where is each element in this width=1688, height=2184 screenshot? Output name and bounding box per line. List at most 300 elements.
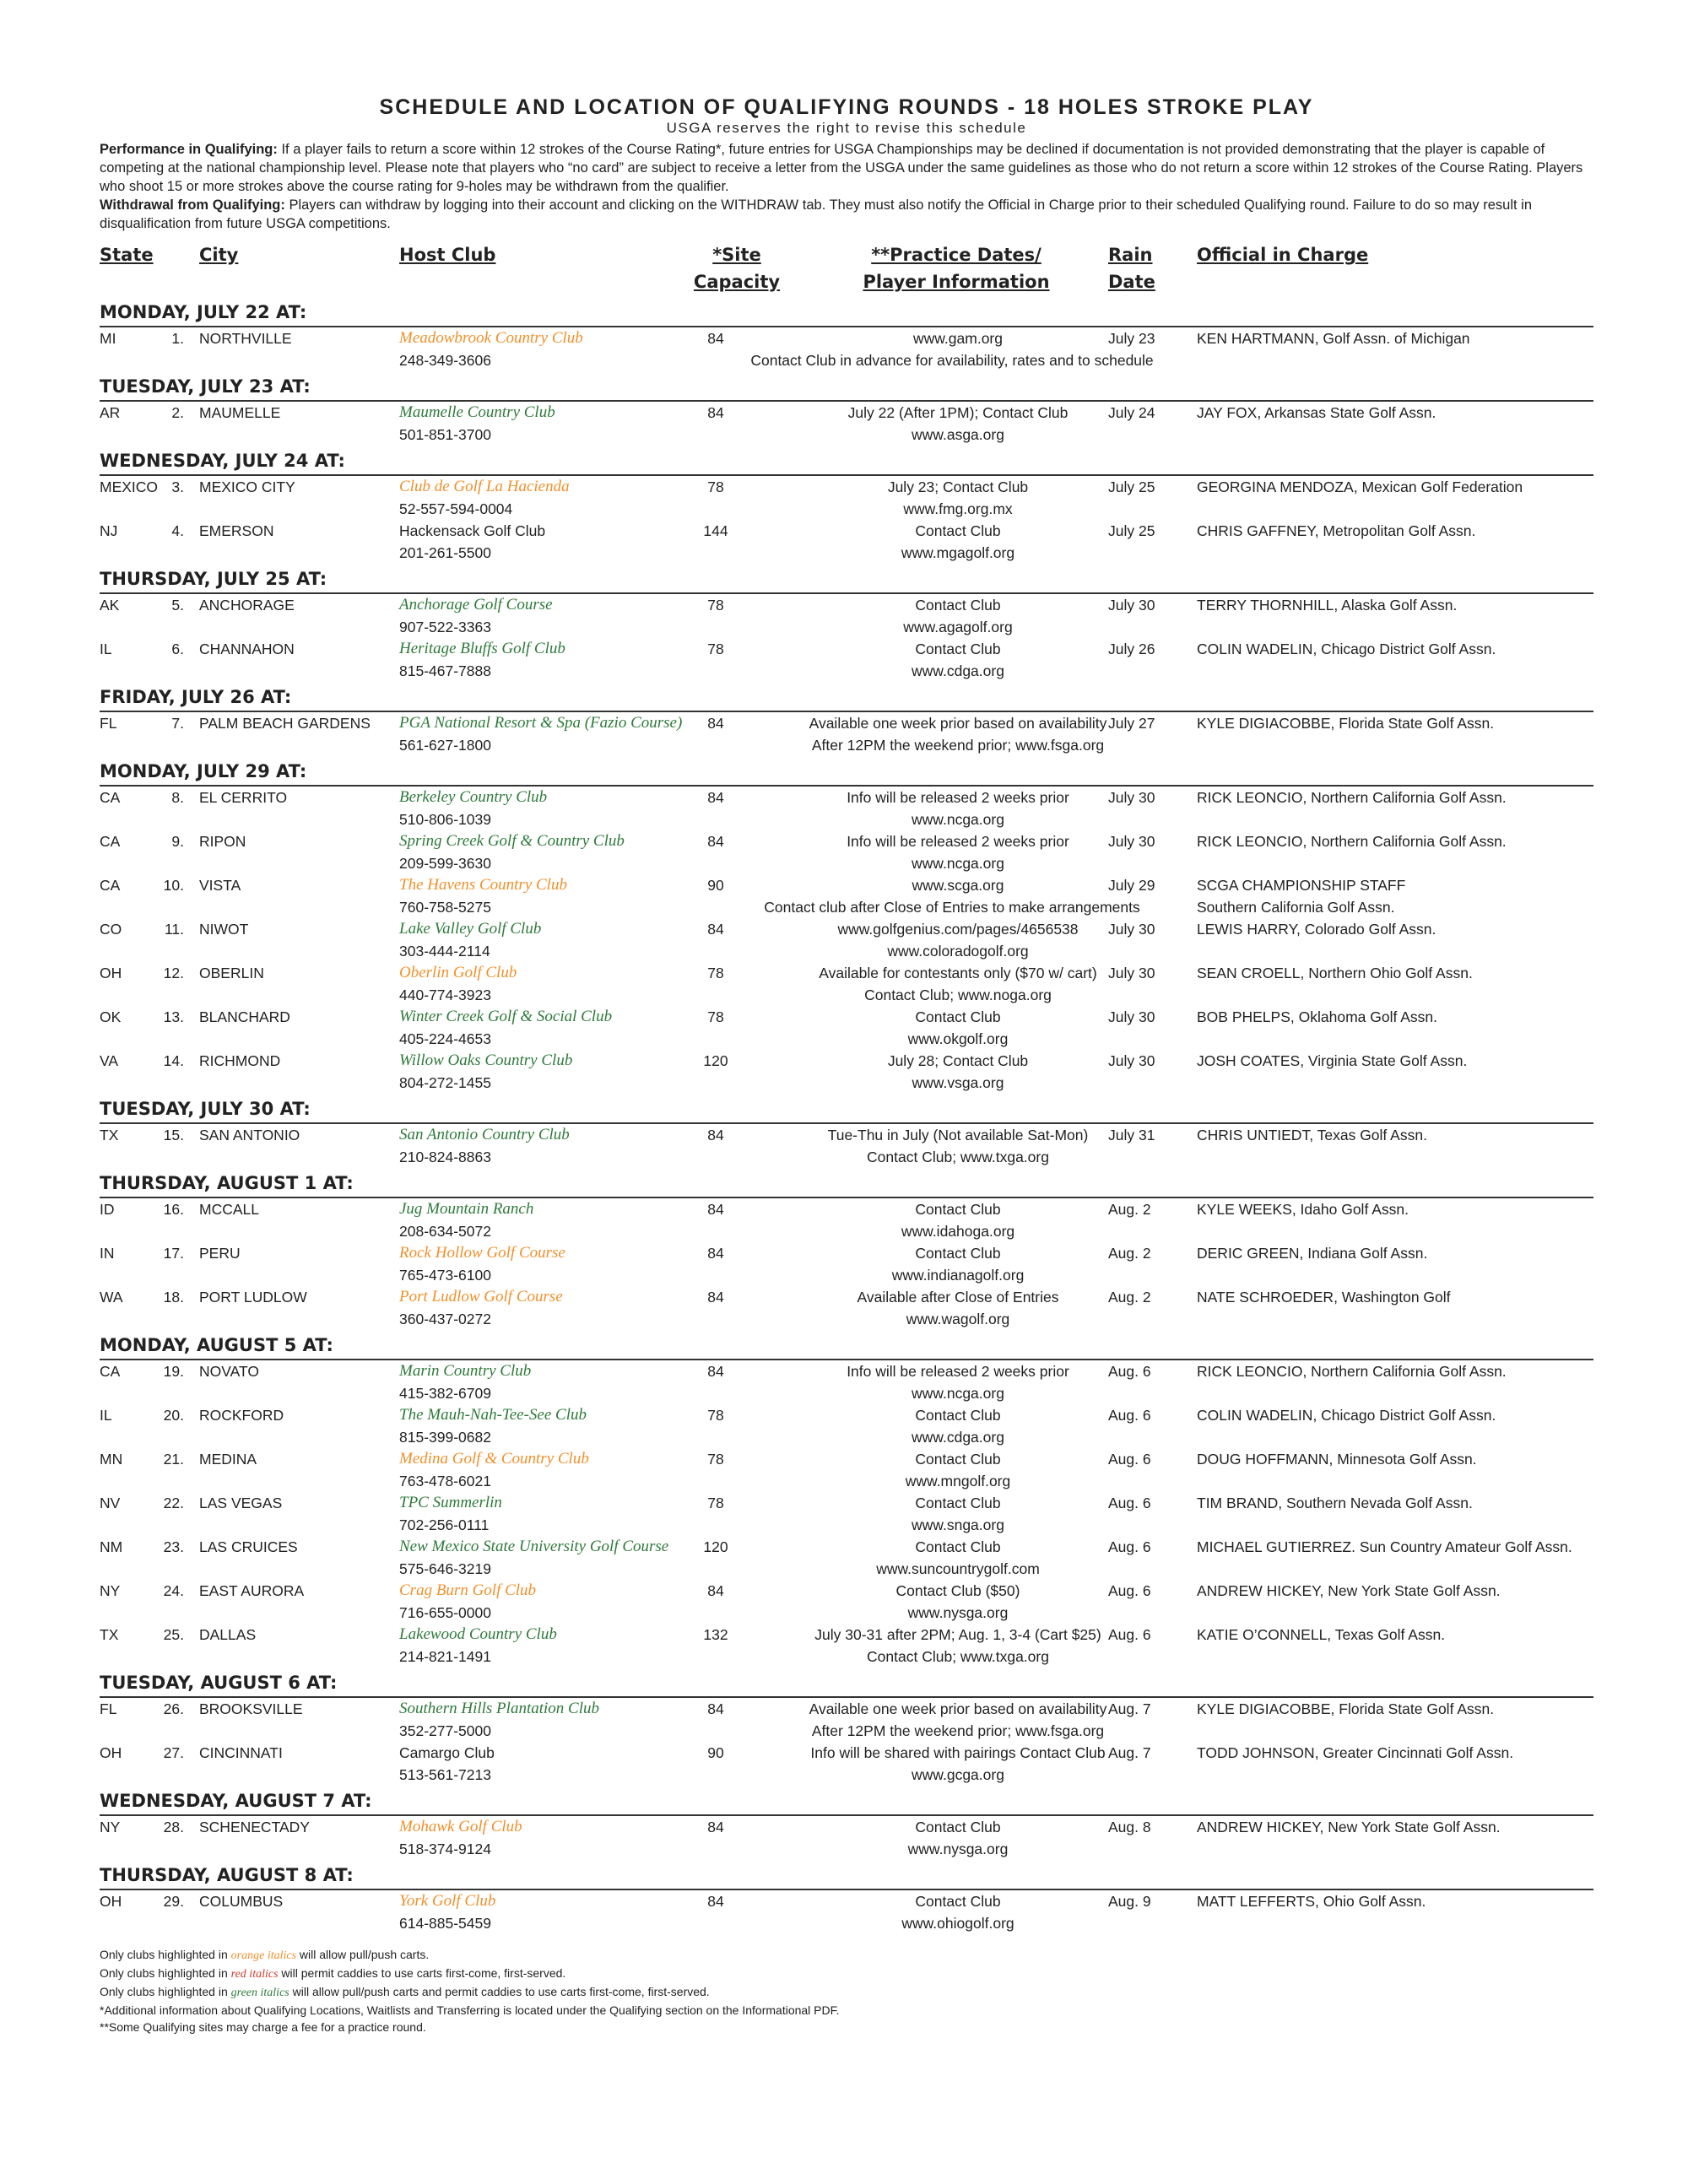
state-cell: CO: [100, 921, 122, 938]
table-row: [100, 1198, 1593, 1242]
city-cell: BROOKSVILLE: [199, 1700, 303, 1717]
official-organization: , Northern California Golf Assn.: [1302, 833, 1507, 850]
state-cell: FL: [100, 715, 117, 732]
host-club-name: Winter Creek Golf & Social Club: [399, 1008, 613, 1025]
practice-info-2: www.nysga.org: [907, 1604, 1009, 1621]
club-phone: 763-478-6021: [399, 1473, 491, 1489]
practice-info: Available one week prior based on availability: [809, 715, 1107, 732]
table-row: [100, 1124, 1593, 1168]
host-club-name: Mohawk Golf Club: [399, 1818, 522, 1835]
club-phone: 52-557-594-0004: [399, 500, 513, 517]
host-club-name: York Golf Club: [399, 1892, 496, 1910]
city-cell: PALM BEACH GARDENS: [199, 715, 371, 732]
official-line-2: Southern California Golf Assn.: [1197, 899, 1395, 916]
official-name: COLIN WADELIN: [1197, 1407, 1313, 1424]
practice-info: www.gam.org: [912, 330, 1003, 347]
official-in-charge: [1197, 1198, 1409, 1220]
header-rain-date: Date: [1108, 272, 1155, 292]
rain-date: July 23: [1108, 330, 1155, 347]
practice-info-2: www.asga.org: [912, 426, 1004, 443]
official-in-charge: [1197, 1448, 1477, 1470]
rain-date: July 30: [1108, 789, 1155, 806]
performance-label: Performance in Qualifying:: [100, 142, 278, 157]
city-cell: DALLAS: [199, 1626, 257, 1643]
state-cell: VA: [100, 1052, 119, 1069]
site-number: 1.: [171, 330, 184, 347]
official-organization: , Florida State Golf Assn.: [1330, 1700, 1495, 1717]
practice-info-2: Contact Club; www.txga.org: [867, 1149, 1049, 1165]
rain-date: July 30: [1108, 833, 1155, 850]
club-phone: 760-758-5275: [399, 899, 491, 916]
club-phone: 815-467-7888: [399, 662, 491, 679]
state-cell: WA: [100, 1289, 123, 1306]
official-organization: , Northern California Golf Assn.: [1302, 789, 1507, 806]
rain-date: Aug. 6: [1108, 1582, 1151, 1599]
state-cell: CA: [100, 877, 121, 894]
practice-info-2: www.gcga.org: [912, 1766, 1004, 1783]
official-organization: , Idaho Golf Assn.: [1291, 1201, 1409, 1218]
club-phone: 510-806-1039: [399, 811, 491, 828]
practice-info-2: www.ohiogolf.org: [901, 1915, 1014, 1932]
club-phone: 210-824-8863: [399, 1149, 491, 1165]
table-row: [100, 1360, 1593, 1404]
host-club-name: Lake Valley Golf Club: [399, 920, 542, 938]
city-cell: PORT LUDLOW: [199, 1289, 307, 1306]
practice-info: Contact Club: [915, 1451, 1001, 1468]
site-number: 3.: [171, 478, 184, 495]
practice-info: Info will be released 2 weeks prior: [847, 1363, 1069, 1380]
city-cell: EMERSON: [199, 522, 274, 539]
city-cell: RICHMOND: [199, 1052, 281, 1069]
site-number: 19.: [163, 1363, 184, 1380]
club-phone: 907-522-3363: [399, 619, 491, 635]
site-number: 9.: [171, 833, 184, 850]
practice-info-2: www.cdga.org: [912, 662, 1004, 679]
state-cell: AR: [100, 404, 121, 421]
host-club-name: San Antonio Country Club: [399, 1126, 570, 1143]
rain-date: Aug. 6: [1108, 1626, 1151, 1643]
practice-info: Available after Close of Entries: [857, 1289, 1059, 1306]
club-phone: 352-277-5000: [399, 1722, 491, 1739]
host-club-name: Willow Oaks Country Club: [399, 1051, 573, 1069]
site-number: 22.: [163, 1495, 184, 1511]
state-cell: OK: [100, 1008, 122, 1025]
practice-info: Contact Club: [915, 1538, 1001, 1555]
official-in-charge: [1197, 1360, 1507, 1382]
practice-info: July 28; Contact Club: [887, 1052, 1029, 1069]
table-row: [100, 918, 1593, 962]
rain-date: Aug. 7: [1108, 1700, 1151, 1717]
practice-info-2: www.fmg.org.mx: [903, 500, 1013, 517]
table-row: [100, 1816, 1593, 1860]
club-phone: 815-399-0682: [399, 1429, 491, 1446]
official-in-charge: [1197, 1242, 1427, 1264]
orange-italics-label: orange italics: [230, 1949, 297, 1962]
official-organization: , Chicago District Golf Assn.: [1312, 641, 1496, 657]
city-cell: NOVATO: [199, 1363, 259, 1380]
table-row: [100, 327, 1593, 371]
city-cell: MEDINA: [199, 1451, 257, 1468]
city-cell: LAS CRUICES: [199, 1538, 298, 1555]
table-row: [100, 638, 1593, 682]
footer-note-orange: Only clubs highlighted in orange italics will allow pull/push carts.: [100, 1948, 430, 1962]
city-cell: PERU: [199, 1245, 241, 1262]
site-capacity: 84: [707, 1893, 724, 1910]
site-capacity: 84: [707, 833, 724, 850]
host-club-name: TPC Summerlin: [399, 1494, 502, 1511]
practice-info-2: www.okgolf.org: [907, 1030, 1009, 1047]
city-cell: COLUMBUS: [199, 1893, 284, 1910]
practice-info-2: www.wagolf.org: [906, 1311, 1010, 1327]
official-organization: , New York State Golf Assn.: [1319, 1819, 1501, 1835]
table-row: [100, 1492, 1593, 1536]
site-capacity: 120: [703, 1052, 728, 1069]
club-phone: 765-473-6100: [399, 1267, 491, 1284]
club-phone: 501-851-3700: [399, 426, 491, 443]
state-cell: OH: [100, 965, 122, 981]
city-cell: VISTA: [199, 877, 241, 894]
host-club-name: Southern Hills Plantation Club: [399, 1700, 599, 1717]
official-organization: , Arkansas State Golf Assn.: [1257, 404, 1436, 421]
practice-info: July 23; Contact Club: [887, 478, 1029, 495]
withdrawal-notice: [100, 196, 1593, 233]
official-in-charge: [1197, 1698, 1494, 1720]
site-capacity: 84: [707, 715, 724, 732]
official-in-charge: [1197, 520, 1475, 542]
practice-info-2: www.mngolf.org: [905, 1473, 1011, 1489]
red-italics-label: red italics: [230, 1968, 279, 1981]
site-capacity: 78: [707, 1008, 724, 1025]
rain-date: July 24: [1108, 404, 1155, 421]
table-row: [100, 1890, 1593, 1934]
club-phone: 561-627-1800: [399, 737, 491, 754]
club-phone: 201-261-5500: [399, 544, 491, 561]
schedule-table: [100, 299, 1593, 1934]
practice-info-2: www.snga.org: [912, 1516, 1004, 1533]
official-name: BOB PHELPS: [1197, 1008, 1290, 1025]
rain-date: Aug. 2: [1108, 1245, 1151, 1262]
green-italics-label: green italics: [230, 1987, 289, 1999]
official-organization: , Southern Nevada Golf Assn.: [1278, 1495, 1473, 1511]
header-rain: Rain: [1108, 245, 1153, 265]
official-organization: , Golf Assn. of Michigan: [1314, 330, 1470, 347]
rain-date: Aug. 2: [1108, 1201, 1151, 1218]
club-phone: 209-599-3630: [399, 855, 491, 872]
practice-info: Contact Club: [915, 1495, 1001, 1511]
official-name: GEORGINA MENDOZA: [1197, 478, 1354, 495]
city-cell: ROCKFORD: [199, 1407, 284, 1424]
site-number: 18.: [163, 1289, 184, 1306]
practice-info: July 22 (After 1PM); Contact Club: [847, 404, 1069, 421]
club-phone: 575-646-3219: [399, 1560, 491, 1577]
day-heading: THURSDAY, AUGUST 1 AT:: [100, 1170, 1593, 1198]
official-organization: , Texas Golf Assn.: [1327, 1626, 1446, 1643]
site-number: 4.: [171, 522, 184, 539]
host-club-name: Lakewood Country Club: [399, 1625, 557, 1643]
city-cell: OBERLIN: [199, 965, 264, 981]
official-name: CHRIS GAFFNEY: [1197, 522, 1315, 539]
official-name: SCGA CHAMPIONSHIP STAFF: [1197, 877, 1406, 894]
host-club-name: Crag Burn Golf Club: [399, 1581, 537, 1599]
practice-info: July 30-31 after 2PM; Aug. 1, 3-4 (Cart $25): [814, 1626, 1101, 1643]
official-organization: , Colorado Golf Assn.: [1296, 921, 1436, 938]
practice-info-2: www.agagolf.org: [903, 619, 1013, 635]
site-number: 12.: [163, 965, 184, 981]
rain-date: July 29: [1108, 877, 1155, 894]
site-capacity: 78: [707, 1451, 724, 1468]
city-cell: MCCALL: [199, 1201, 259, 1218]
official-in-charge: [1197, 1006, 1437, 1028]
site-number: 5.: [171, 597, 184, 614]
host-club-name: Heritage Bluffs Golf Club: [399, 640, 565, 657]
official-name: SEAN CROELL: [1197, 965, 1301, 981]
site-number: 17.: [163, 1245, 184, 1262]
official-name: KEN HARTMANN: [1197, 330, 1315, 347]
practice-info: www.scga.org: [912, 877, 1004, 894]
state-cell: NY: [100, 1582, 121, 1599]
day-heading: TUESDAY, JULY 23 AT:: [100, 373, 1593, 402]
state-cell: IL: [100, 1407, 112, 1424]
site-capacity: 84: [707, 1819, 724, 1835]
official-in-charge: [1197, 962, 1473, 984]
practice-info-2: www.ncga.org: [912, 811, 1004, 828]
club-phone: 214-821-1491: [399, 1648, 491, 1665]
header-official: Official in Charge: [1197, 245, 1369, 265]
official-in-charge: [1197, 402, 1436, 424]
day-heading: TUESDAY, AUGUST 6 AT:: [100, 1669, 1593, 1698]
table-row: [100, 1536, 1593, 1580]
official-name: DERIC GREEN: [1197, 1245, 1300, 1262]
site-capacity: 84: [707, 404, 724, 421]
practice-info-2: Contact Club; www.noga.org: [864, 987, 1052, 1003]
table-header: [100, 241, 1593, 297]
table-row: [100, 712, 1593, 756]
rain-date: Aug. 7: [1108, 1744, 1151, 1761]
site-number: 2.: [171, 404, 184, 421]
rain-date: Aug. 8: [1108, 1819, 1151, 1835]
table-row: [100, 830, 1593, 874]
official-in-charge: [1197, 1124, 1427, 1146]
official-name: TODD JOHNSON: [1197, 1744, 1315, 1761]
club-phone: 804-272-1455: [399, 1074, 491, 1091]
practice-info-2: www.coloradogolf.org: [887, 943, 1029, 960]
rain-date: Aug. 2: [1108, 1289, 1151, 1306]
club-phone: 513-561-7213: [399, 1766, 491, 1783]
rain-date: July 25: [1108, 522, 1155, 539]
table-row: [100, 1580, 1593, 1624]
page-title: SCHEDULE AND LOCATION OF QUALIFYING ROUNDS - 18 HOLES STROKE PLAY: [379, 95, 1314, 119]
rain-date: Aug. 6: [1108, 1407, 1151, 1424]
official-organization: , Oklahoma Golf Assn.: [1290, 1008, 1437, 1025]
official-organization: , Texas Golf Assn.: [1309, 1127, 1427, 1143]
performance-text: If a player fails to return a score within 12 strokes of the Course Rating*, future entries for USGA Championships may be declined if documentation is not provided demonstrating that the player is capable of competing at the national championship level. Please note that players who “no card” are subject to receive a letter from the USGA under the same guidelines as those who do not return a score within 12 strokes of the Course Rating. Players who shoot 15 or more strokes above the course rating for 9-holes may be withdrawn from the qualifier.: [100, 142, 1583, 194]
practice-info: Contact Club: [915, 1201, 1001, 1218]
official-organization: , Ohio Golf Assn.: [1315, 1893, 1426, 1910]
site-number: 27.: [163, 1744, 184, 1761]
practice-info-2: www.idahoga.org: [901, 1223, 1015, 1240]
table-row: [100, 1698, 1593, 1742]
table-row: [100, 520, 1593, 564]
official-in-charge: [1197, 594, 1457, 616]
state-cell: MI: [100, 330, 116, 347]
practice-info-2: Contact club after Close of Entries to make arrangements: [764, 899, 1140, 916]
official-in-charge: [1197, 327, 1470, 349]
official-name: NATE SCHROEDER: [1197, 1289, 1334, 1306]
table-row: [100, 1286, 1593, 1330]
rain-date: July 31: [1108, 1127, 1155, 1143]
site-number: 20.: [163, 1407, 184, 1424]
day-heading: MONDAY, AUGUST 5 AT:: [100, 1332, 1593, 1360]
state-cell: TX: [100, 1626, 119, 1643]
official-name: TIM BRAND: [1197, 1495, 1279, 1511]
footer-note-fee: **Some Qualifying sites may charge a fee for a practice round.: [100, 2020, 426, 2034]
city-cell: SCHENECTADY: [199, 1819, 310, 1835]
site-number: 13.: [163, 1008, 184, 1025]
site-number: 29.: [163, 1893, 184, 1910]
host-club-name: Anchorage Golf Course: [399, 596, 553, 614]
host-club-name: Hackensack Golf Club: [399, 522, 546, 539]
state-cell: TX: [100, 1127, 119, 1143]
practice-info-2: Contact Club in advance for availability, rates and to schedule: [750, 352, 1154, 369]
site-capacity: 144: [703, 522, 728, 539]
site-number: 26.: [163, 1700, 184, 1717]
rain-date: Aug. 6: [1108, 1363, 1151, 1380]
official-name: DOUG HOFFMANN: [1197, 1451, 1329, 1468]
day-heading: TUESDAY, JULY 30 AT:: [100, 1095, 1593, 1124]
host-club-name: New Mexico State University Golf Course: [399, 1538, 669, 1555]
rain-date: Aug. 6: [1108, 1495, 1151, 1511]
practice-info: Contact Club: [915, 1407, 1001, 1424]
host-club-name: Oberlin Golf Club: [399, 964, 517, 981]
practice-info-2: www.indianagolf.org: [891, 1267, 1025, 1284]
rain-date: July 25: [1108, 478, 1155, 495]
table-row: [100, 594, 1593, 638]
site-number: 21.: [163, 1451, 184, 1468]
header-state: State: [100, 245, 154, 265]
practice-info-2: www.cdga.org: [912, 1429, 1004, 1446]
club-phone: 248-349-3606: [399, 352, 491, 369]
host-club-name: Port Ludlow Golf Course: [399, 1288, 563, 1306]
footer-note-additional: *Additional information about Qualifying Locations, Waitlists and Transferring is located under the Qualifying section on the Informational PDF.: [100, 2003, 840, 2017]
club-phone: 405-224-4653: [399, 1030, 491, 1047]
official-name: JAY FOX: [1197, 404, 1258, 421]
rain-date: July 26: [1108, 641, 1155, 657]
official-organization: , Chicago District Golf Assn.: [1312, 1407, 1496, 1424]
host-club-name: Rock Hollow Golf Course: [399, 1244, 565, 1262]
rain-date: July 30: [1108, 1052, 1155, 1069]
official-name: KYLE DIGIACOBBE: [1197, 715, 1331, 732]
host-club-name: Spring Creek Golf & Country Club: [399, 832, 625, 850]
official-organization: , Northern Ohio Golf Assn.: [1300, 965, 1473, 981]
state-cell: ID: [100, 1201, 115, 1218]
official-name: RICK LEONCIO: [1197, 789, 1303, 806]
official-name: CHRIS UNTIEDT: [1197, 1127, 1310, 1143]
site-capacity: 84: [707, 1201, 724, 1218]
official-name: JOSH COATES: [1197, 1052, 1301, 1069]
host-club-name: Medina Golf & Country Club: [399, 1450, 589, 1468]
city-cell: EL CERRITO: [199, 789, 288, 806]
club-phone: 440-774-3923: [399, 987, 491, 1003]
official-in-charge: [1197, 1286, 1451, 1308]
official-in-charge: [1197, 1624, 1445, 1646]
header-city: City: [199, 245, 239, 265]
practice-info: Contact Club: [915, 522, 1001, 539]
site-number: 28.: [163, 1819, 184, 1835]
official-name: ANDREW HICKEY: [1197, 1819, 1320, 1835]
club-phone: 518-374-9124: [399, 1841, 491, 1857]
official-name: LEWIS HARRY: [1197, 921, 1297, 938]
practice-info: Info will be released 2 weeks prior: [847, 789, 1069, 806]
host-club-name: Meadowbrook Country Club: [399, 329, 583, 347]
table-row: [100, 402, 1593, 446]
state-cell: CA: [100, 833, 121, 850]
official-name: MICHAEL GUTIERREZ: [1197, 1538, 1352, 1555]
club-phone: 208-634-5072: [399, 1223, 491, 1240]
table-row: [100, 1624, 1593, 1668]
rain-date: July 30: [1108, 965, 1155, 981]
site-number: 11.: [164, 921, 184, 938]
site-capacity: 120: [703, 1538, 728, 1555]
host-club-name: The Mauh-Nah-Tee-See Club: [399, 1406, 587, 1424]
city-cell: NIWOT: [199, 921, 249, 938]
rain-date: Aug. 6: [1108, 1538, 1151, 1555]
practice-info-2: www.vsga.org: [912, 1074, 1004, 1091]
practice-info: Contact Club: [915, 1819, 1001, 1835]
site-number: 7.: [171, 715, 184, 732]
practice-info: Contact Club: [915, 1893, 1001, 1910]
city-cell: MAUMELLE: [199, 404, 281, 421]
official-organization: , Northern California Golf Assn.: [1302, 1363, 1507, 1380]
table-row: [100, 1050, 1593, 1094]
city-cell: CHANNAHON: [199, 641, 295, 657]
day-heading: FRIDAY, JULY 26 AT:: [100, 684, 1593, 712]
rain-date: July 30: [1108, 1008, 1155, 1025]
official-organization: , Greater Cincinnati Golf Assn.: [1314, 1744, 1514, 1761]
table-row: [100, 1006, 1593, 1050]
practice-info-2: www.suncountrygolf.com: [876, 1560, 1040, 1577]
host-club-name: Club de Golf La Hacienda: [399, 478, 570, 495]
practice-info-2: Contact Club; www.txga.org: [867, 1648, 1049, 1665]
state-cell: AK: [100, 597, 120, 614]
official-in-charge: [1197, 1404, 1496, 1426]
site-number: 10.: [163, 877, 184, 894]
rain-date: July 27: [1108, 715, 1155, 732]
site-capacity: 78: [707, 641, 724, 657]
site-capacity: 90: [707, 1744, 724, 1761]
city-cell: CINCINNATI: [199, 1744, 283, 1761]
city-cell: MEXICO CITY: [199, 478, 295, 495]
official-in-charge: [1197, 1580, 1501, 1602]
site-capacity: 84: [707, 1245, 724, 1262]
official-name: TERRY THORNHILL: [1197, 597, 1334, 614]
table-row: [100, 1242, 1593, 1286]
site-capacity: 78: [707, 478, 724, 495]
rain-date: Aug. 6: [1108, 1451, 1151, 1468]
city-cell: LAS VEGAS: [199, 1495, 283, 1511]
state-cell: FL: [100, 1700, 117, 1717]
footer-note-green: Only clubs highlighted in green italics will allow pull/push carts and permit caddies to use carts first-come, first-served.: [100, 1985, 710, 1999]
official-name: KYLE DIGIACOBBE: [1197, 1700, 1331, 1717]
site-number: 23.: [163, 1538, 184, 1555]
practice-info-2: www.mgagolf.org: [901, 544, 1015, 561]
site-number: 15.: [163, 1127, 184, 1143]
official-organization: , Mexican Golf Federation: [1353, 478, 1523, 495]
official-in-charge: [1197, 1890, 1426, 1912]
practice-info: Tue-Thu in July (Not available Sat-Mon): [827, 1127, 1089, 1143]
practice-info-2: After 12PM the weekend prior; www.fsga.org: [811, 737, 1105, 754]
day-heading: MONDAY, JULY 22 AT:: [100, 299, 1593, 327]
footer-note-red: Only clubs highlighted in red italics will permit caddies to use carts first-come, first-served.: [100, 1966, 566, 1981]
